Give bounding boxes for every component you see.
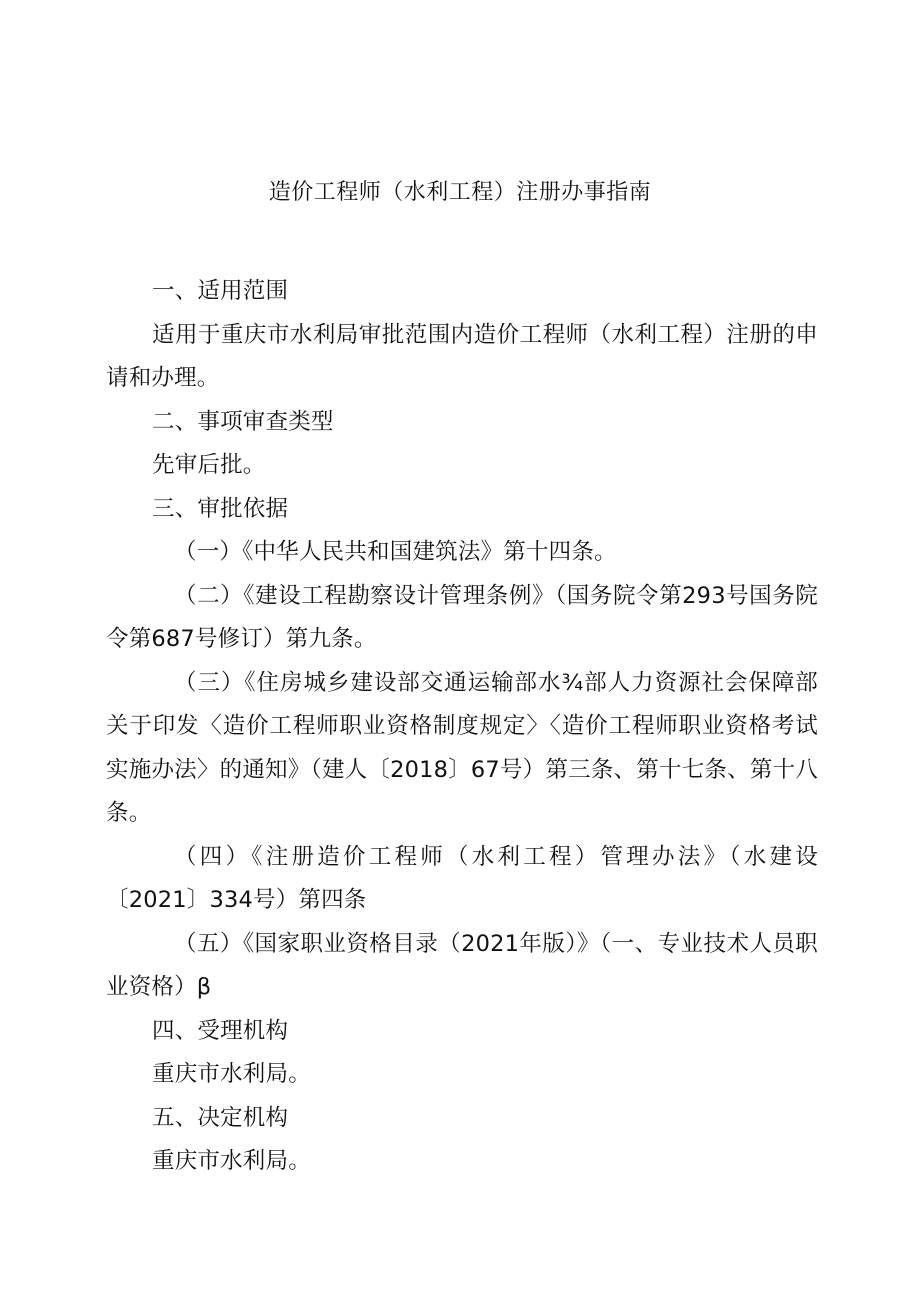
basis-item-5: （五）《国家职业资格目录（2021年版）》（一、专业技术人员职业资格）β bbox=[106, 930, 818, 1000]
section-acceptance-agency-text: 重庆市水利局。 bbox=[152, 1061, 311, 1087]
basis-item-1: （一）《中华人民共和国建筑法》第十四条。 bbox=[174, 539, 617, 565]
section-heading-review-type: 二、事项审查类型 bbox=[152, 408, 334, 435]
section-decision-agency-text: 重庆市水利局。 bbox=[152, 1148, 311, 1174]
section-heading-acceptance-agency: 四、受理机构 bbox=[152, 1017, 289, 1044]
section-heading-decision-agency: 五、决定机构 bbox=[152, 1104, 289, 1131]
section-heading-scope: 一、适用范围 bbox=[152, 278, 289, 304]
basis-item-3: （三）《住房城乡建设部交通运输部水¾部人力资源社会保障部关于印发〈造价工程师职业资格制度规定〉〈造价工程师职业资格考试实施办法〉的通知》（建人〔2018〕67号）第三条、第十七条、第十八条。 bbox=[106, 669, 818, 826]
basis-item-2: （二）《建设工程勘察设计管理条例》（国务院令第293号国务院令第687号修订）第九条。 bbox=[106, 582, 818, 652]
section-review-type-text: 先审后批。 bbox=[152, 452, 266, 478]
section-heading-basis: 三、审批依据 bbox=[152, 495, 289, 522]
section-scope-text: 适用于重庆市水利局审批范围内造价工程师（水利工程）注册的申请和办理。 bbox=[106, 321, 818, 391]
basis-item-4: （四）《注册造价工程师（水利工程）管理办法》（水建设〔2021〕334号）第四条 bbox=[106, 843, 818, 913]
document-body bbox=[106, 270, 818, 1184]
document-title: 造价工程师（水利工程）注册办事指南 bbox=[268, 180, 652, 205]
